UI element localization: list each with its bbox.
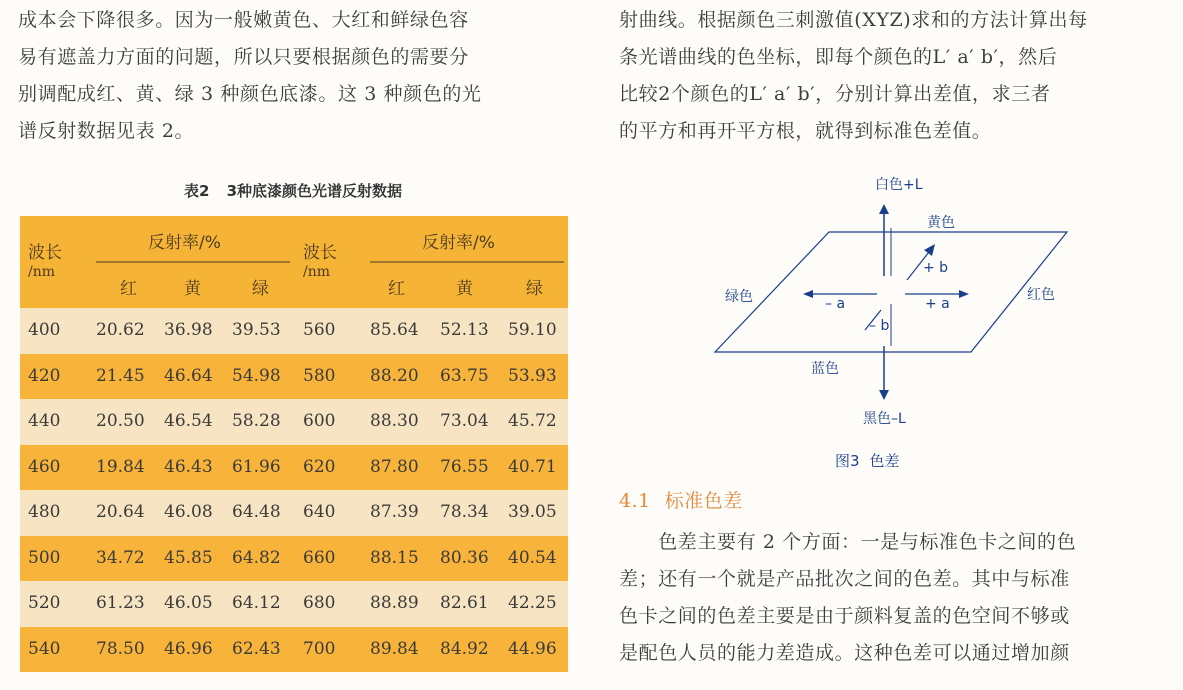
- table-cell: 84.92: [440, 638, 489, 659]
- table-cell: 45.72: [508, 411, 557, 431]
- table-cell: 63.75: [440, 365, 489, 386]
- table-cell: 52.13: [440, 320, 489, 340]
- table-cell: 640: [303, 502, 336, 522]
- text-line: 色差主要有 2 个方面：一是与标准色卡之间的色: [619, 531, 1077, 553]
- figure-caption-text: 色差: [869, 452, 900, 470]
- table-cell: 46.08: [164, 502, 213, 522]
- header-wavelength-2: 波长: [303, 243, 337, 263]
- table-cell: 20.64: [96, 502, 145, 522]
- table-cell: 82.61: [440, 593, 489, 613]
- header-unit-2: /nm: [303, 264, 331, 280]
- table-cell: 46.64: [164, 365, 213, 386]
- table-cell: 20.62: [96, 320, 145, 340]
- label-plus-a: + a: [925, 296, 950, 312]
- text-line: 别调配成红、黄、绿 3 种颜色底漆。这 3 种颜色的光: [18, 83, 482, 105]
- table-cell: 87.80: [370, 456, 419, 477]
- header-yellow-2: 黄: [456, 279, 473, 299]
- table-cell: 580: [303, 365, 336, 386]
- label-blue: 蓝色: [811, 361, 839, 377]
- table-cell: 78.50: [96, 638, 145, 659]
- table-cell: 61.23: [96, 593, 145, 613]
- table-cell: 39.53: [232, 320, 281, 340]
- table-cell: 88.89: [370, 593, 419, 613]
- table-cell: 660: [303, 547, 336, 568]
- header-red-2: 红: [388, 279, 405, 299]
- table-cell: 54.98: [232, 365, 281, 386]
- table-cell: 76.55: [440, 456, 489, 477]
- table-cell: 64.12: [232, 593, 281, 613]
- text-line: 差；还有一个就是产品批次之间的色差。其中与标准: [619, 568, 1070, 590]
- table-cell: 78.34: [440, 502, 489, 522]
- table-cell: 80.36: [440, 547, 489, 568]
- table-cell: 34.72: [96, 547, 145, 568]
- table-cell: 20.50: [96, 411, 145, 431]
- table-cell: 39.05: [508, 502, 557, 522]
- label-white-plus-l: 白色+L: [875, 177, 923, 193]
- table-cell: 73.04: [440, 411, 489, 431]
- table-cell: 46.05: [164, 593, 213, 613]
- table-cell: 58.28: [232, 411, 281, 431]
- header-green: 绿: [252, 279, 269, 299]
- table-row: [20, 399, 568, 445]
- table-cell: 87.39: [370, 502, 419, 522]
- table-cell: 53.93: [508, 365, 557, 386]
- header-reflectance: 反射率/%: [148, 233, 221, 253]
- table-cell: 21.45: [96, 365, 145, 386]
- label-minus-b: – b: [869, 318, 890, 334]
- table-cell: 620: [303, 456, 336, 477]
- table-cell: 600: [303, 411, 336, 431]
- table-cell: 45.85: [164, 547, 213, 568]
- table-cell: 500: [28, 547, 61, 568]
- figure-number: 图3: [835, 452, 860, 470]
- label-black-minus-l: 黑色–L: [863, 411, 906, 427]
- table-cell: 420: [28, 365, 61, 386]
- left-paragraph: [18, 2, 578, 150]
- table-cell: 46.54: [164, 411, 213, 431]
- table-cell: 700: [303, 638, 336, 659]
- table-cell: 400: [28, 320, 61, 340]
- table-cell: 560: [303, 320, 336, 340]
- table-cell: 64.82: [232, 547, 281, 568]
- color-space-diagram: [619, 168, 1175, 448]
- header-wavelength: 波长: [28, 243, 62, 263]
- table-cell: 40.71: [508, 456, 557, 477]
- label-plus-b: + b: [923, 260, 949, 276]
- table-title: [18, 180, 568, 201]
- text-line: 成本会下降很多。因为一般嫩黄色、大红和鲜绿色容: [18, 9, 469, 31]
- table-row: [20, 354, 568, 400]
- right-paragraph-2: [619, 524, 1175, 672]
- table-row: [20, 490, 568, 536]
- table-cell: 540: [28, 638, 61, 659]
- table-row: [20, 308, 568, 354]
- section-number: 4.1: [619, 490, 651, 512]
- text-line: 易有遮盖力方面的问题，所以只要根据颜色的需要分: [18, 46, 469, 68]
- table-cell: 44.96: [508, 638, 557, 659]
- table-cell: 59.10: [508, 320, 557, 340]
- header-red: 红: [120, 279, 137, 299]
- text-line: 条光谱曲线的色坐标，即每个颜色的L′ a′ b′，然后: [619, 46, 1058, 68]
- table-header: [20, 216, 568, 308]
- table-cell: 36.98: [164, 320, 213, 340]
- table-caption: 3种底漆颜色光谱反射数据: [226, 182, 403, 200]
- table-row: [20, 627, 568, 673]
- table-cell: 88.30: [370, 411, 419, 431]
- table-cell: 88.20: [370, 365, 419, 386]
- text-line: 色卡之间的色差主要是由于颜料复盖的色空间不够或: [619, 605, 1070, 627]
- table-cell: 40.54: [508, 547, 557, 568]
- table-cell: 85.64: [370, 320, 419, 340]
- table-row: [20, 445, 568, 491]
- table-cell: 440: [28, 411, 61, 431]
- section-heading: [619, 486, 757, 513]
- table-cell: 520: [28, 593, 61, 613]
- label-red: 红色: [1027, 287, 1055, 303]
- table-cell: 680: [303, 593, 336, 613]
- table-cell: 480: [28, 502, 61, 522]
- text-line: 的平方和再开平方根，就得到标准色差值。: [619, 120, 992, 142]
- header-unit: /nm: [28, 264, 56, 280]
- header-reflectance-2: 反射率/%: [422, 233, 495, 253]
- label-minus-a: – a: [825, 296, 846, 312]
- section-title: 标准色差: [664, 490, 743, 512]
- header-yellow: 黄: [184, 279, 201, 299]
- table-number: 表2: [183, 182, 210, 200]
- table-cell: 64.48: [232, 502, 281, 522]
- table-cell: 19.84: [96, 456, 145, 477]
- label-green: 绿色: [725, 289, 753, 305]
- table-cell: 42.25: [508, 593, 557, 613]
- table-row: [20, 536, 568, 582]
- text-line: 射曲线。根据颜色三刺激值(XYZ)求和的方法计算出每: [619, 9, 1088, 31]
- color-difference-figure: [619, 168, 1175, 478]
- table-row: [20, 581, 568, 627]
- label-yellow: 黄色: [927, 215, 955, 231]
- table-cell: 61.96: [232, 456, 281, 477]
- table-cell: 46.96: [164, 638, 213, 659]
- table-cell: 62.43: [232, 638, 281, 659]
- text-line: 谱反射数据见表 2。: [18, 120, 195, 142]
- text-line: 比较2个颜色的L′ a′ b′，分别计算出差值，求三者: [619, 83, 1051, 105]
- figure-caption: [835, 450, 910, 471]
- table-cell: 46.43: [164, 456, 213, 477]
- header-green-2: 绿: [526, 279, 543, 299]
- table-cell: 460: [28, 456, 61, 477]
- table-cell: 89.84: [370, 638, 419, 659]
- text-line: 是配色人员的能力差造成。这种色差可以通过增加颜: [619, 642, 1070, 664]
- table-cell: 88.15: [370, 547, 419, 568]
- right-paragraph: [619, 2, 1175, 150]
